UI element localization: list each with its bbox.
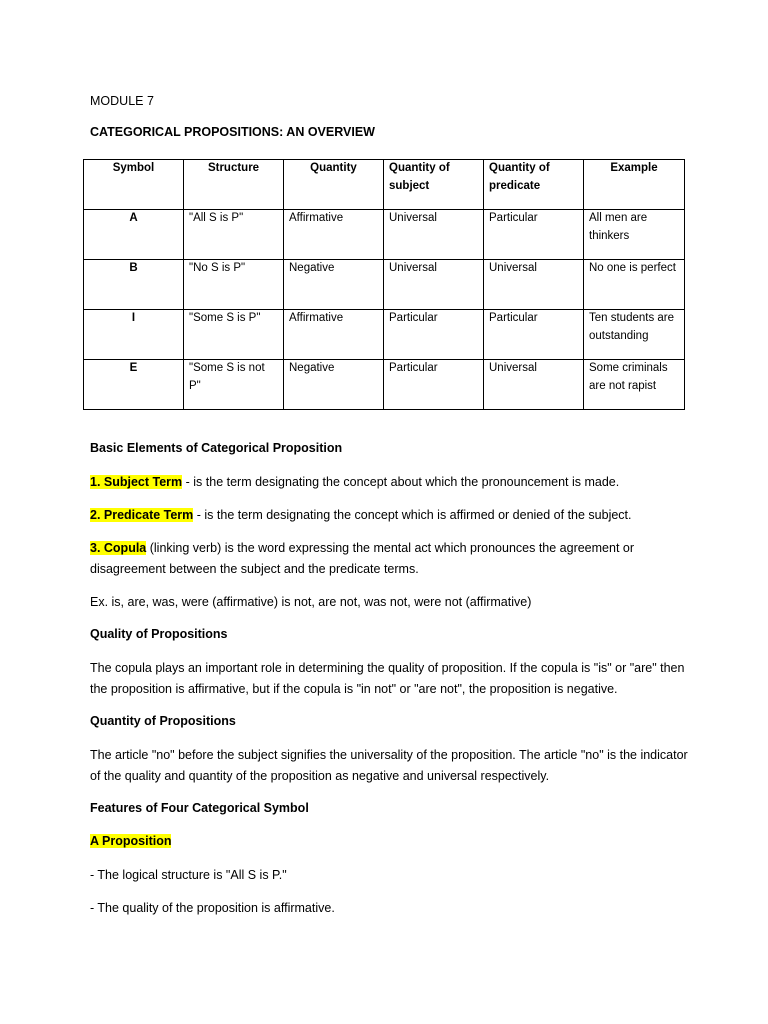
cell-structure: "Some S is not P" (184, 360, 284, 410)
subject-term-text: - is the term designating the concept about which the pronouncement is made. (182, 475, 620, 489)
table-row (84, 260, 685, 310)
table-row (84, 210, 685, 260)
cell-example: No one is perfect (584, 260, 685, 310)
header-quantity-predicate-line2: predicate (489, 179, 541, 192)
cell-symbol: I (84, 310, 184, 360)
cell-predicate: Universal (484, 260, 584, 310)
cell-quantity: Affirmative (284, 310, 384, 360)
cell-example: Some criminals are not rapist (584, 360, 685, 410)
subject-term-paragraph (90, 472, 690, 493)
a-proposition-label: A Proposition (90, 834, 172, 848)
table-header-row (84, 160, 685, 210)
predicate-term-paragraph (90, 505, 690, 526)
body-text (90, 439, 690, 931)
cell-structure: "All S is P" (184, 210, 284, 260)
cell-predicate: Particular (484, 310, 584, 360)
table-row (84, 310, 685, 360)
module-label: MODULE 7 (90, 94, 154, 108)
copula-paragraph (90, 538, 690, 580)
document-content (90, 92, 690, 915)
subject-term-label: 1. Subject Term (90, 475, 183, 489)
a-proposition-line-2: - The quality of the proposition is affirmative. (90, 901, 335, 915)
header-quantity-subject-line2: subject (389, 179, 430, 192)
cell-symbol: E (84, 360, 184, 410)
cell-symbol: B (84, 260, 184, 310)
copula-example: Ex. is, are, was, were (affirmative) is not, are not, was not, were not (affirmative) (90, 595, 532, 609)
cell-example: All men are thinkers (584, 210, 685, 260)
propositions-table (83, 159, 685, 410)
cell-predicate: Particular (484, 210, 584, 260)
quantity-heading: Quantity of Propositions (90, 714, 236, 728)
quantity-paragraph: The article "no" before the subject signifies the universality of the proposition. The article "no" is the indicator of the quality and quantity of the proposition as negative and universal respectively. (90, 748, 688, 783)
cell-subject: Particular (384, 310, 484, 360)
quality-heading: Quality of Propositions (90, 627, 228, 641)
document-title: CATEGORICAL PROPOSITIONS: AN OVERVIEW (90, 125, 375, 139)
copula-text: (linking verb) is the word expressing the mental act which pronounces the agreement or disagreement between the subject and the predicate terms. (90, 541, 635, 576)
cell-subject: Particular (384, 360, 484, 410)
table-row (84, 360, 685, 410)
cell-subject: Universal (384, 260, 484, 310)
header-quantity-subject (384, 160, 484, 210)
cell-symbol: A (84, 210, 184, 260)
predicate-term-label: 2. Predicate Term (90, 508, 194, 522)
cell-quantity: Negative (284, 260, 384, 310)
cell-quantity: Negative (284, 360, 384, 410)
cell-quantity: Affirmative (284, 210, 384, 260)
cell-predicate: Universal (484, 360, 584, 410)
header-symbol: Symbol (84, 160, 184, 210)
basic-elements-heading: Basic Elements of Categorical Proposition (90, 441, 343, 455)
cell-example: Ten students are outstanding (584, 310, 685, 360)
a-proposition-line-1: - The logical structure is "All S is P." (90, 868, 287, 882)
cell-structure: "Some S is P" (184, 310, 284, 360)
header-quantity-predicate-line1: Quantity of (489, 162, 550, 174)
quality-paragraph: The copula plays an important role in determining the quality of proposition. If the copula is "is" or "are" then the proposition is affirmative, but if the copula is "in not" or "are not", the proposition is negative. (90, 661, 685, 696)
predicate-term-text: - is the term designating the concept which is affirmed or denied of the subject. (193, 508, 632, 522)
header-quantity-subject-line1: Quantity of (389, 162, 450, 174)
header-quantity: Quantity (284, 160, 384, 210)
a-proposition-heading (90, 832, 690, 850)
cell-subject: Universal (384, 210, 484, 260)
header-structure: Structure (184, 160, 284, 210)
features-heading: Features of Four Categorical Symbol (90, 801, 309, 815)
copula-label: 3. Copula (90, 541, 147, 555)
header-quantity-predicate (484, 160, 584, 210)
header-example: Example (584, 160, 685, 210)
cell-structure: "No S is P" (184, 260, 284, 310)
